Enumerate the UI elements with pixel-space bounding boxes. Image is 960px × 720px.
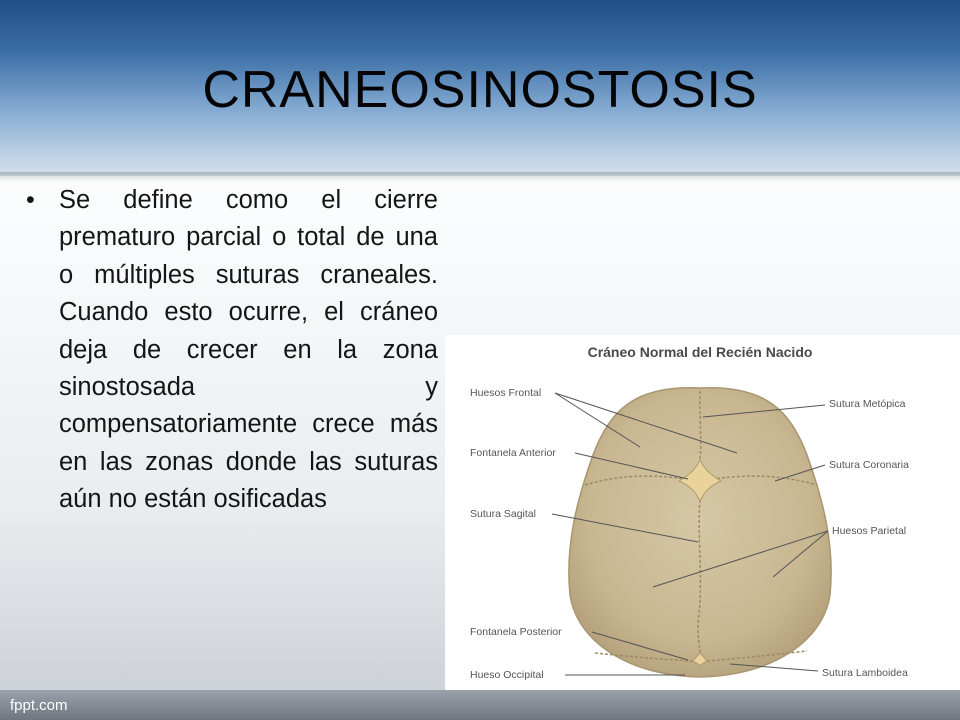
skull-diagram [445, 335, 960, 691]
label-huesos-frontal: Huesos Frontal [470, 387, 542, 399]
label-huesos-parietal: Huesos Parietal [832, 525, 907, 537]
slide-title: CRANEOSINOSTOSIS [202, 61, 758, 119]
bullet-marker: • [26, 186, 35, 214]
label-sutura-lamboidea: Sutura Lamboidea [822, 667, 908, 679]
footer-bar [0, 690, 960, 720]
label-hueso-occipital: Hueso Occipital [470, 669, 544, 681]
skull-diagram-svg [445, 335, 960, 691]
label-sutura-metopica: Sutura Metópica [829, 398, 906, 410]
footer-brand: fppt.com [10, 697, 68, 714]
bullet-paragraph: Se define como el cierre prematuro parcial o total de una o múltiples suturas craneales. Cuando esto ocurre, el cráneo deja de crecer en la zona sinostosada y compensatoriamente crece más en las zonas donde las suturas aún no están osificadas [59, 186, 438, 514]
label-sutura-coronaria: Sutura Coronaria [829, 459, 909, 471]
figure-title: Cráneo Normal del Recién Nacido [587, 344, 813, 360]
label-fontanela-posterior: Fontanela Posterior [470, 626, 562, 638]
title-band-shadow [0, 172, 960, 182]
label-fontanela-anterior: Fontanela Anterior [470, 447, 556, 459]
label-sutura-sagital: Sutura Sagital [470, 508, 536, 520]
